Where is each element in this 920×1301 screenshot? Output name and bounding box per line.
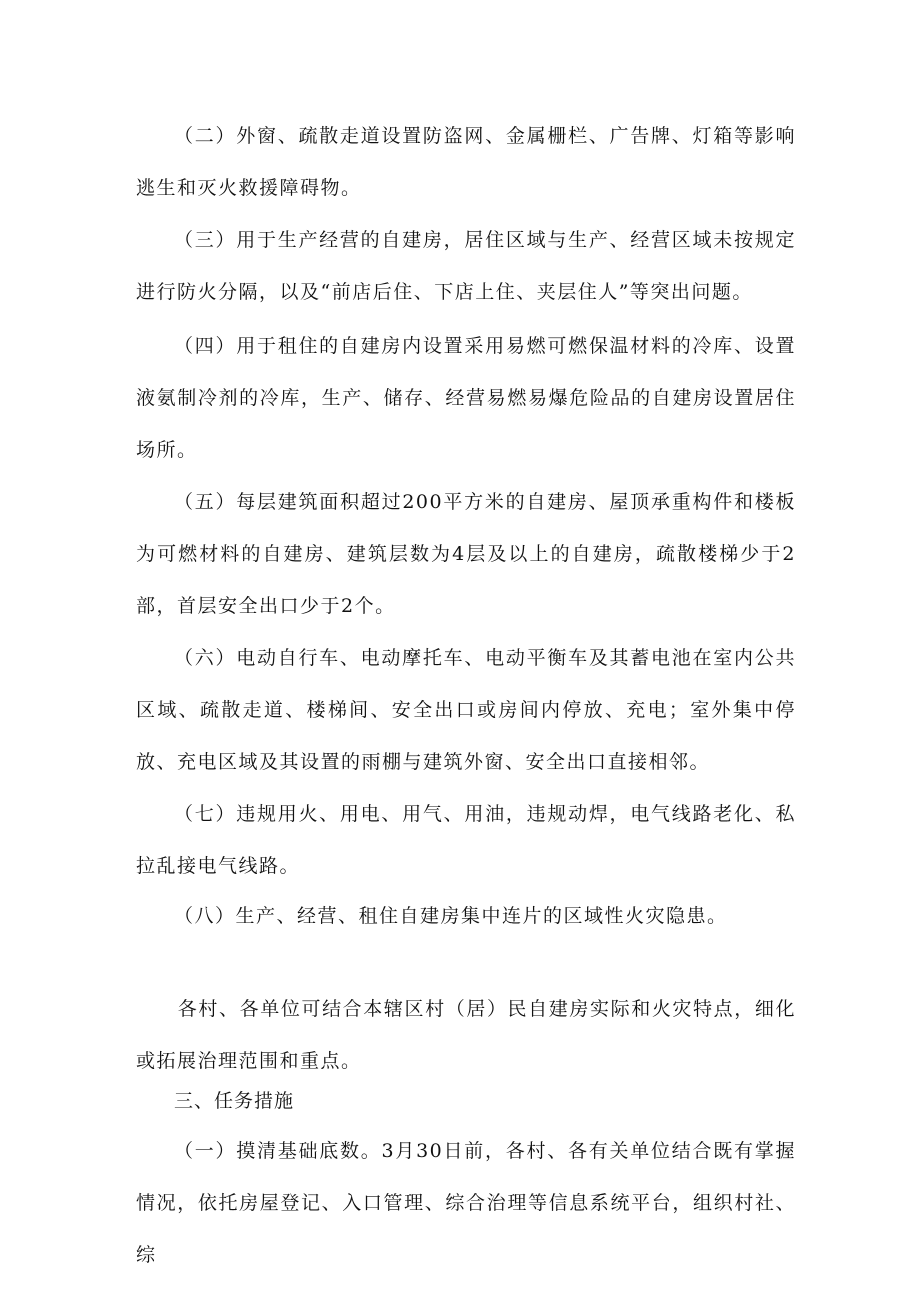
paragraph-item-6: （六）电动自行车、电动摩托车、电动平衡车及其蓄电池在室内公共区域、疏散走道、楼梯间、安全出口或房间内停放、充电；室外集中停放、充电区域及其设置的雨棚与建筑外窗、安全出口直接相邻。 [136, 647, 796, 773]
paragraph-item-4: （四）用于租住的自建房内设置采用易燃可燃保温材料的冷库、设置液氨制冷剂的冷库，生产、储存、经营易燃易爆危险品的自建房设置居住场所。 [136, 335, 796, 461]
paragraph-item-5: （五）每层建筑面积超过200平方米的自建房、屋顶承重构件和楼板为可燃材料的自建房、建筑层数为4层及以上的自建房，疏散楼梯少于2部，首层安全出口少于2个。 [136, 491, 796, 617]
section-heading: 三、任务措施 [174, 1090, 295, 1112]
summary-paragraph: 各村、各单位可结合本辖区村（居）民自建房实际和火灾特点，细化或拓展治理范围和重点。 [136, 998, 796, 1072]
measure-paragraph-1: （一）摸清基础底数。3月30日前，各村、各有关单位结合既有掌握情况，依托房屋登记、入口管理、综合治理等信息系统平台，组织村社、综 [136, 1140, 796, 1266]
paragraph-item-2: （二）外窗、疏散走道设置防盗网、金属栅栏、广告牌、灯箱等影响逃生和灭火救援障碍物。 [136, 125, 796, 199]
paragraph-item-8: （八）生产、经营、租住自建房集中连片的区域性火灾隐患。 [174, 905, 728, 927]
paragraph-item-3: （三）用于生产经营的自建房，居住区域与生产、经营区域未按规定进行防火分隔，以及“前店后住、下店上住、夹层住人”等突出问题。 [136, 229, 796, 303]
paragraph-item-7: （七）违规用火、用电、用气、用油，违规动焊，电气线路老化、私拉乱接电气线路。 [136, 803, 796, 877]
